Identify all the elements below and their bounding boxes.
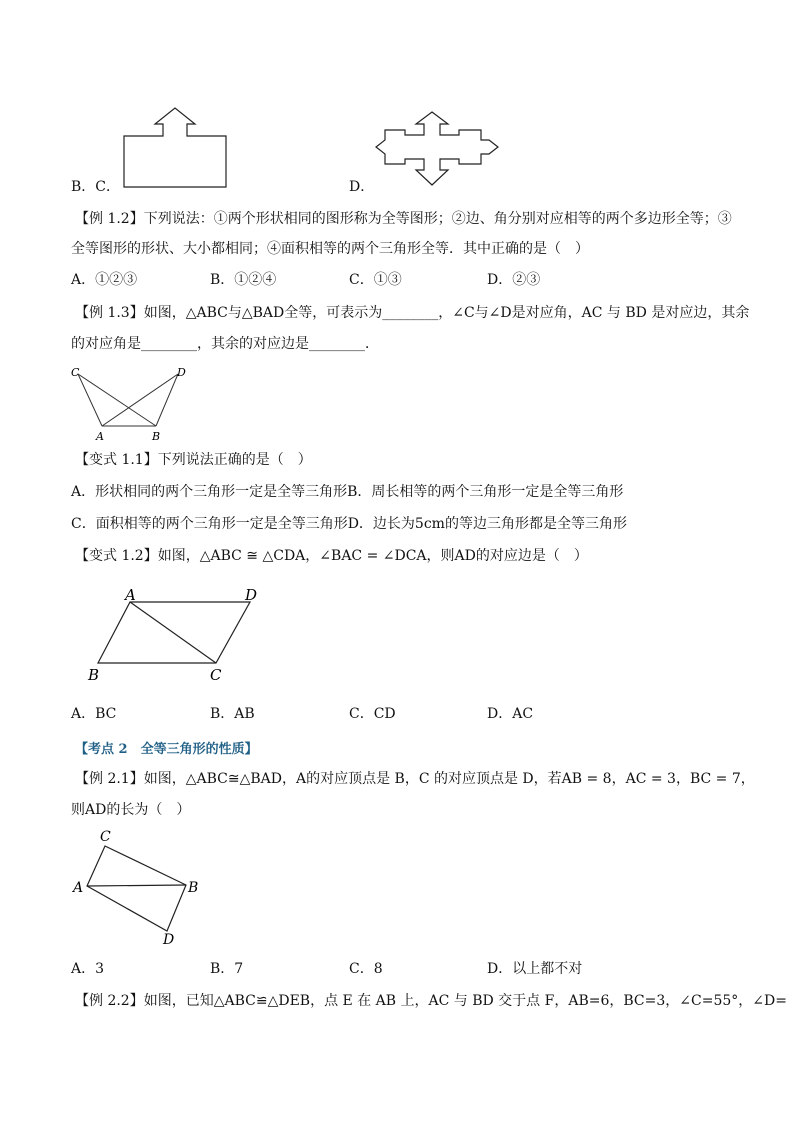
ex12-option-d: D．②③ <box>487 272 541 288</box>
var12-line1: 【变式 1.2】如图，△ABC ≅ △CDA，∠BAC = ∠DCA，则AD的对应边是（ ） <box>75 548 588 564</box>
ex13-label-c: C <box>71 366 80 379</box>
ex13-label-a: A <box>96 430 104 443</box>
var12-label-b: B <box>88 666 100 684</box>
ex21-line1: 【例 2.1】如图，△ABC≅△BAD，A的对应顶点是 B，C 的对应顶点是 D，若AB = 8，AC = 3，BC = 7， <box>75 771 755 787</box>
stepped-shape-outline <box>124 108 226 187</box>
ex21-line2: 则AD的长为（ ） <box>71 802 191 818</box>
ex12-line1: 【例 1.2】下列说法：①两个形状相同的图形称为全等图形；②边、角分别对应相等的两个多边形全等；③ <box>75 211 732 227</box>
ex13-line1: 【例 1.3】如图，△ABC与△BAD全等，可表示为________，∠C与∠D是对应角，AC 与 BD 是对应边，其余 <box>75 305 750 321</box>
var11-line1: 【变式 1.1】下列说法正确的是（ ） <box>75 452 312 468</box>
var12-option-c: C．CD <box>349 706 396 722</box>
ex12-line2: 全等图形的形状、大小都相同；④面积相等的两个三角形全等．其中正确的是（ ） <box>71 241 589 257</box>
ex12-option-a: A．①②③ <box>71 272 138 288</box>
var12-option-d: D．AC <box>487 706 534 722</box>
ex21-option-b: B．7 <box>210 961 244 977</box>
var12-label-c: C <box>210 666 222 684</box>
var12-option-a: A．BC <box>71 706 117 722</box>
ex21-label-a: A <box>73 880 84 896</box>
var12-figure <box>85 585 285 685</box>
ex21-option-a: A．3 <box>71 961 105 977</box>
ex13-figure <box>68 364 208 444</box>
ex13-line2: 的对应角是________，其余的对应边是________． <box>71 336 379 352</box>
ex12-option-c: C．①③ <box>349 272 402 288</box>
ex21-option-c: C．8 <box>349 961 383 977</box>
ex21-figure <box>68 826 218 951</box>
cross-arrow-shape-outline <box>376 112 498 185</box>
var12-option-b: B．AB <box>210 706 255 722</box>
ex21-label-c: C <box>100 829 111 845</box>
var11-line2: A．形状相同的两个三角形一定是全等三角形B．周长相等的两个三角形一定是全等三角形 <box>71 484 624 500</box>
ex22-line1: 【例 2.2】如图，已知△ABC≌△DEB，点 E 在 AB 上，AC 与 BD 交于点 F，AB=6，BC=3，∠C=55°，∠D= <box>75 993 787 1009</box>
var12-label-a: A <box>125 586 136 604</box>
option-bc-label: B．C． <box>71 179 120 195</box>
kp2-heading: 【考点 2 全等三角形的性质】 <box>75 742 258 757</box>
ex13-label-b: B <box>152 430 161 443</box>
var12-label-d: D <box>245 586 258 604</box>
option-d-label: D． <box>349 179 375 195</box>
ex12-option-b: B．①②④ <box>210 272 277 288</box>
ex21-option-d: D．以上都不对 <box>487 961 583 977</box>
var11-line3: C．面积相等的两个三角形一定是全等三角形D．边长为5cm的等边三角形都是全等三角形 <box>71 516 627 532</box>
figure-option-c-shape <box>0 0 794 200</box>
ex21-label-b: B <box>188 880 199 896</box>
ex21-label-d: D <box>163 932 175 948</box>
ex13-label-d: D <box>177 366 186 379</box>
